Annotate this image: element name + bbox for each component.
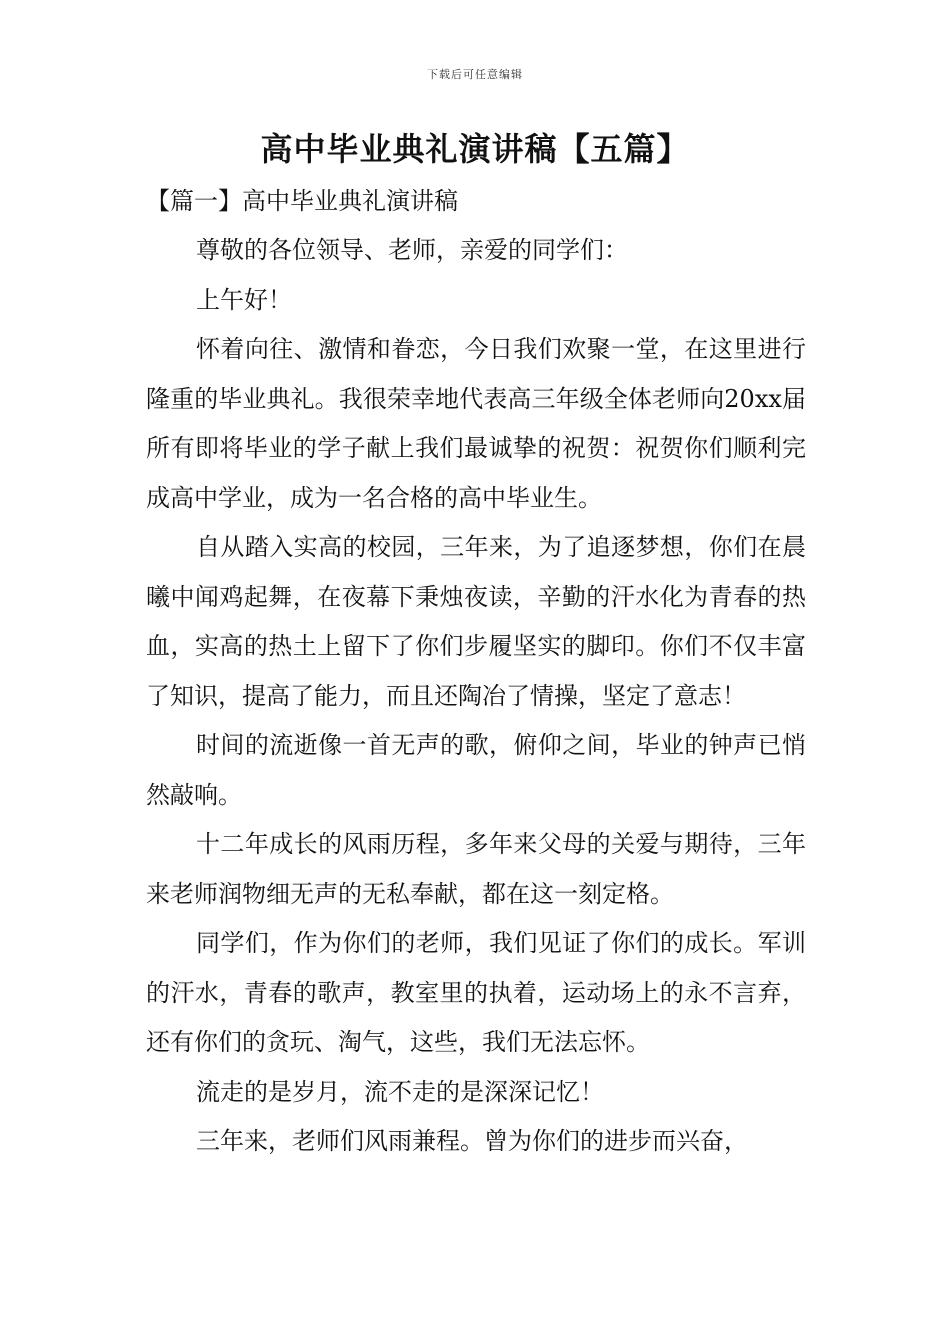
section-heading: 【篇一】高中毕业典礼演讲稿 (146, 187, 458, 215)
document-title: 高中毕业典礼演讲稿【五篇】 (260, 130, 690, 168)
paragraph: 时间的流逝像一首无声的歌，俯仰之间，毕业的钟声已悄然敲响。 (146, 731, 806, 809)
paragraph: 自从踏入实高的校园，三年来，为了追逐梦想，你们在晨曦中闻鸡起舞，在夜幕下秉烛夜读，辛勤的汗水化为青春的热血，实高的热土上留下了你们步履坚实的脚印。你们不仅丰富了知识，提高了能力，而且还陶冶了情操，坚定了意志！ (146, 533, 806, 710)
paragraph: 怀着向往、激情和眷恋，今日我们欢聚一堂，在这里进行隆重的毕业典礼。我很荣幸地代表高三年级全体老师向20xx届所有即将毕业的学子献上我们最诚挚的祝贺：祝贺你们顺利完成高中学业，成为一名合格的高中毕业生。 (146, 335, 806, 512)
paragraph: 三年来，老师们风雨兼程。曾为你们的进步而兴奋， (196, 1127, 748, 1155)
paragraph-greeting: 上午好！ (196, 285, 292, 314)
paragraph: 十二年成长的风雨历程，多年来父母的关爱与期待，三年来老师润物细无声的无私奉献，都在这一刻定格。 (146, 830, 806, 908)
paragraph: 同学们，作为你们的老师，我们见证了你们的成长。军训的汗水，青春的歌声，教室里的执着，运动场上的永不言弃，还有你们的贪玩、淘气，这些，我们无法忘怀。 (146, 929, 806, 1056)
body-text (146, 226, 806, 1167)
paragraph-salutation: 尊敬的各位领导、老师，亲爱的同学们： (196, 236, 628, 264)
paragraph: 流走的是岁月，流不走的是深深记忆！ (196, 1077, 604, 1106)
header-note: 下载后可任意编辑 (427, 68, 523, 81)
